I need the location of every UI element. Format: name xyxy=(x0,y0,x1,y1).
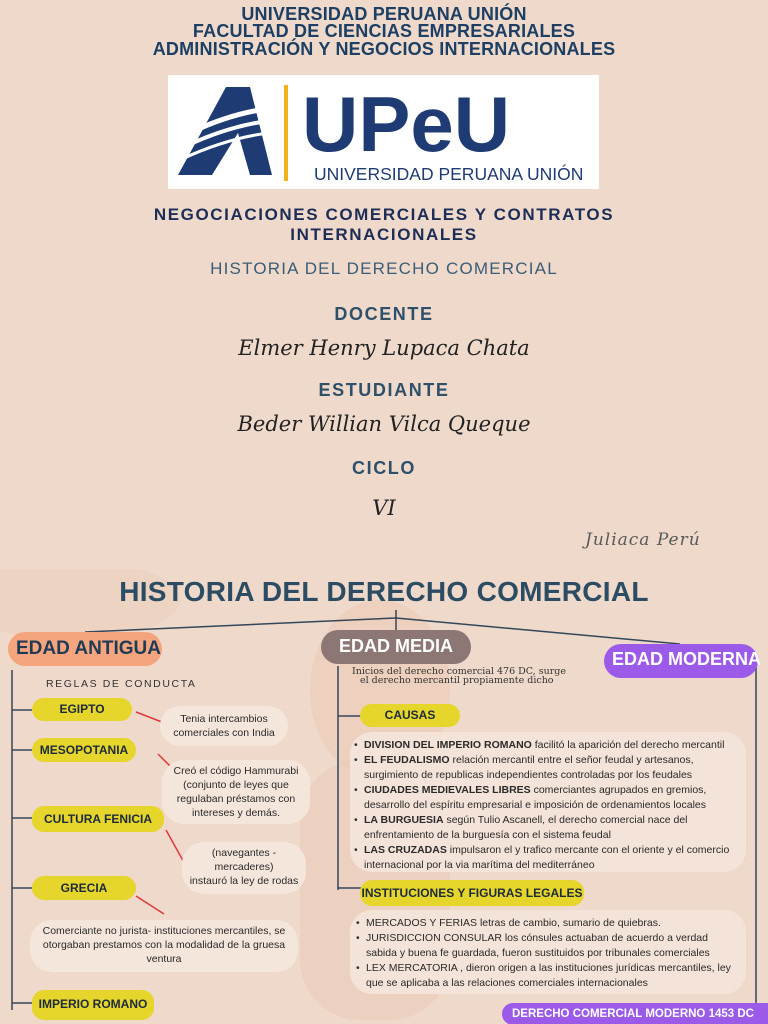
teacher-name: Elmer Henry Lupaca Chata xyxy=(238,336,530,360)
fenicia-note xyxy=(182,842,306,894)
place-text: Juliaca Perú xyxy=(585,530,701,550)
student-name: Beder Willian Vilca Queque xyxy=(237,412,531,436)
fenicia-pill: CULTURA FENICIA xyxy=(32,806,164,832)
moderno-footer-pill: DERECHO COMERCIAL MODERNO 1453 DC xyxy=(502,1003,768,1024)
map-title: HISTORIA DEL DERECHO COMERCIAL xyxy=(119,576,649,607)
causa-item: • CIUDADES MEDIEVALES LIBRES comerciantes agrupados en gremios, desarrollo del espíritu empresarial e imposición de ordenamientos locales xyxy=(354,783,744,813)
course-title-line2: INTERNACIONALES xyxy=(290,225,478,244)
egipto-note: Tenia intercambios comerciales con India xyxy=(160,706,288,746)
grecia-pill: GRECIA xyxy=(32,876,136,900)
subject-title: HISTORIA DEL DERECHO COMERCIAL xyxy=(210,259,558,278)
rules-subtitle: REGLAS DE CONDUCTA xyxy=(46,678,197,690)
student-label: ESTUDIANTE xyxy=(318,380,450,400)
instituciones-list xyxy=(356,916,740,991)
causa-item: • EL FEUDALISMO relación mercantil entre el señor feudal y artesanos, surgimiento de republicas independientes controladas por los feudales xyxy=(354,753,744,783)
egipto-pill: EGIPTO xyxy=(32,698,132,721)
upeu-logo xyxy=(168,75,599,189)
cycle-value: VI xyxy=(372,496,396,520)
university-title: UNIVERSIDAD PERUANA UNIÓN xyxy=(241,4,527,24)
faculty-title: FACULTAD DE CIENCIAS EMPRESARIALES xyxy=(192,21,576,41)
causas-pill: CAUSAS xyxy=(360,704,460,727)
institucion-item: • JURISDICCION CONSULAR los cónsules actuaban de acuerdo a verdad sabida y buena fe guardada, fueron sustituidos por tribunales comerciales xyxy=(356,931,740,961)
cycle-label: CICLO xyxy=(352,458,416,478)
institucion-item: • LEX MERCATORIA , dieron origen a las instituciones jurídicas mercantiles, ley que se aplicaba a las relaciones comerciales internacionales xyxy=(356,961,740,991)
course-title-line1: NEGOCIACIONES COMERCIALES Y CONTRATOS xyxy=(153,205,615,224)
imperio-romano-pill: IMPERIO ROMANO xyxy=(32,990,154,1020)
causa-item: • LA BURGUESIA según Tulio Ascanell, el derecho comercial nace del enfrentamiento de la burguesía con el sistema feudal xyxy=(354,813,744,843)
institucion-item: • MERCADOS Y FERIAS letras de cambio, sumario de quiebras. xyxy=(356,916,740,931)
causa-item: • LAS CRUZADAS impulsaron el y trafico mercante con el oriente y el comercio internacional por la via marítima del mediterráneo xyxy=(354,843,744,873)
era-antigua-badge: EDAD ANTIGUA xyxy=(8,632,162,666)
media-intro-line2: el derecho mercantil propiamente dicho xyxy=(360,675,554,686)
fenicia-note-line3: instauró la ley de rodas xyxy=(189,875,299,887)
mesopotania-pill: MESOPOTANIA xyxy=(32,738,136,762)
causa-item: • DIVISION DEL IMPERIO ROMANO facilitó la aparición del derecho mercantil xyxy=(354,738,744,753)
causas-list xyxy=(354,738,744,873)
logo-name: UNIVERSIDAD PERUANA UNIÓN xyxy=(314,164,584,184)
media-intro-line1: Inicios del derecho comercial 476 DC, surge xyxy=(352,666,566,677)
era-media-badge: EDAD MEDIA xyxy=(321,630,471,664)
upeu-logo-graphic xyxy=(168,75,599,189)
school-title: ADMINISTRACIÓN Y NEGOCIOS INTERNACIONALES xyxy=(152,39,616,59)
fenicia-note-line1: (navegantes - xyxy=(211,847,277,859)
logo-mark: UPeU xyxy=(302,80,511,168)
grecia-note: Comerciante no jurista- instituciones mercantiles, se otorgaban prestamos con la modalidad de la gruesa ventura xyxy=(30,920,298,972)
era-moderna-badge: EDAD MODERNA xyxy=(604,644,758,678)
fenicia-note-line2: mercaderes) xyxy=(214,861,274,873)
mesopotania-note: Creó el código Hammurabi (conjunto de leyes que regulaban préstamos con intereses y demás. xyxy=(162,760,310,824)
instituciones-pill: INSTITUCIONES Y FIGURAS LEGALES xyxy=(360,880,584,906)
teacher-label: DOCENTE xyxy=(334,304,434,324)
